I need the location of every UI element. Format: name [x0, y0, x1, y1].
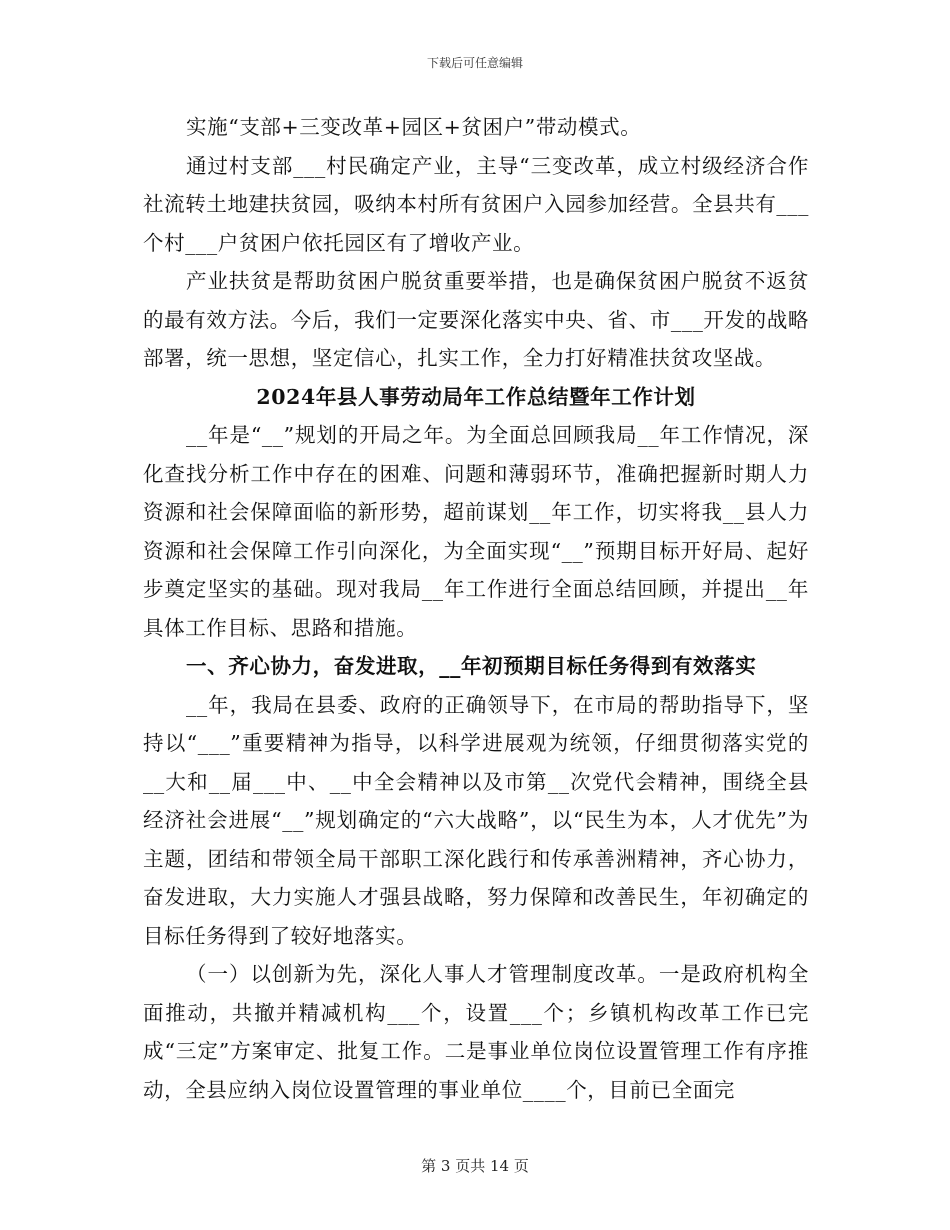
- paragraph: __年是“__”规划的开局之年。为全面总回顾我局__年工作情况，深化查找分析工作中存在的困难、问题和薄弱环节，准确把握新时期人力资源和社会保障面临的新形势，超前谋划__年工作，切实将我__县人力资源和社会保障工作引向深化，为全面实现“__”预期目标开好局、起好步奠定坚实的基础。现对我局__年工作进行全面总结回顾，并提出__年具体工作目标、思路和措施。: [143, 423, 809, 640]
- paragraph: 产业扶贫是帮助贫困户脱贫重要举措，也是确保贫困户脱贫不返贫的最有效方法。今后，我们一定要深化落实中央、省、市___开发的战略部署，统一思想，坚定信心，扎实工作，全力打好精准扶贫攻坚战。: [143, 269, 809, 370]
- paragraph: __年，我局在县委、政府的正确领导下，在市局的帮助指导下，坚持以“___”重要精神为指导，以科学进展观为统领，仔细贯彻落实党的__大和__届___中、__中全会精神以及市第__次党代会精神，围绕全县经济社会进展“__”规划确定的“六大战略”，以“民生为本，人才优先”为主题，团结和带领全局干部职工深化践行和传承善洲精神，齐心协力，奋发进取，大力实施人才强县战略，努力保障和改善民生，年初确定的目标任务得到了较好地落实。: [143, 692, 809, 948]
- paragraph: 通过村支部___村民确定产业，主导“三变改革，成立村级经济合作社流转土地建扶贫园，吸纳本村所有贫困户入园参加经营。全县共有___个村___户贫困户依托园区有了增收产业。: [143, 153, 809, 255]
- document-body: [143, 108, 809, 1109]
- paragraph: 实施“支部+三变改革+园区+贫困户”带动模式。: [186, 115, 642, 139]
- section-title: 2024年县人事劳动局年工作总结暨年工作计划: [256, 384, 696, 409]
- page-header: 下载后可任意编辑: [426, 56, 523, 70]
- paragraph: （一）以创新为先，深化人事人才管理制度改革。一是政府机构全面推动，共撤并精减机构___个，设置___个；乡镇机构改革工作已完成“三定”方案审定、批复工作。二是事业单位岗位设置管理工作有序推动，全县应纳入岗位设置管理的事业单位____个，目前已全面完: [143, 962, 809, 1102]
- page-footer: 第 3 页共 14 页: [421, 1157, 529, 1175]
- section-heading: 一、齐心协力，奋发进取，__年初预期目标任务得到有效落实: [186, 654, 757, 678]
